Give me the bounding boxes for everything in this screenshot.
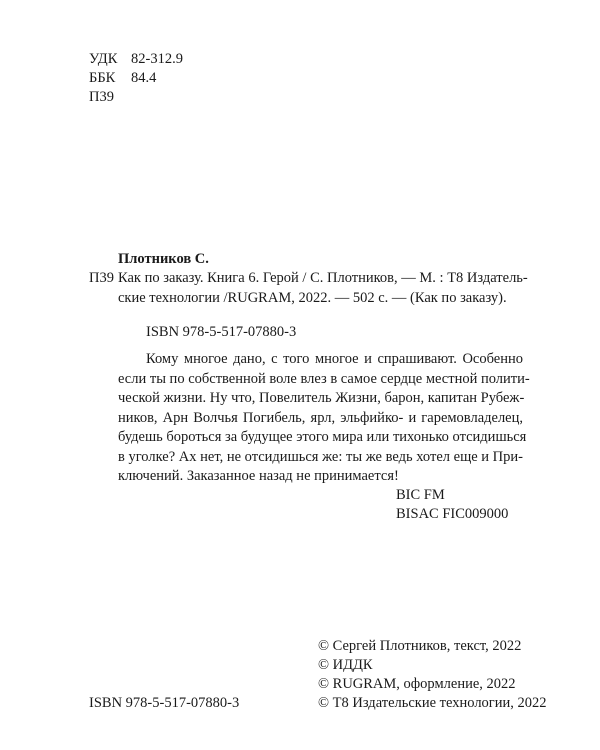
author-heading: Плотников С. [118,251,209,267]
copyright-line: © RUGRAM, оформление, 2022 [318,676,516,692]
annotation-paragraph [118,350,530,487]
copyright-line: © ИДДК [318,657,373,673]
annotation-line: ключений. Заказанное назад не принимается! [118,468,399,484]
annotation-line: ников, Арн Волчья Погибель, ярл, эльфийко- и гаремовладелец, [118,409,523,426]
copyright-line: © Сергей Плотников, текст, 2022 [318,638,522,654]
copyright-line: © Т8 Издательские технологии, 2022 [318,695,547,711]
classification-block [89,50,183,107]
udk-label: УДК [89,51,118,67]
annotation-line: если ты по собственной воле влез в самое сердце местной полити- [118,370,530,387]
bic-code: BIC FM [396,487,445,503]
author-mark-row [89,88,183,107]
bibliographic-description [118,269,528,308]
udk-row [89,50,183,69]
author-mark-top: П39 [89,89,114,105]
bisac-code: BISAC FIC009000 [396,506,509,522]
isbn-entry: ISBN 978-5-517-07880-3 [146,324,297,340]
bib-line: ские технологии /RUGRAM, 2022. — 502 с. — (Как по заказу). [118,289,507,306]
annotation-line: ческой жизни. Ну что, Повелитель Жизни, барон, капитан Рубеж- [118,390,525,406]
bbk-label: ББК [89,70,116,86]
bbk-row [89,69,183,88]
bbk-value: 84.4 [131,70,157,86]
bib-line: Как по заказу. Книга 6. Герой / С. Плотников, — М. : Т8 Издатель- [118,270,528,286]
copyright-notices [318,637,547,713]
isbn-footer: ISBN 978-5-517-07880-3 [89,695,240,711]
annotation-line: будешь бороться за будущее этого мира или тихонько отсидишься [118,429,527,445]
subject-codes [396,486,508,524]
annotation-line: в уголке? Ах нет, не отсидишься же: ты же ведь хотел еще и При- [118,448,523,465]
author-mark-entry: П39 [89,270,114,286]
udk-value: 82-312.9 [131,51,183,67]
annotation-line: Кому многое дано, с того многое и спрашивают. Особенно [146,351,523,367]
